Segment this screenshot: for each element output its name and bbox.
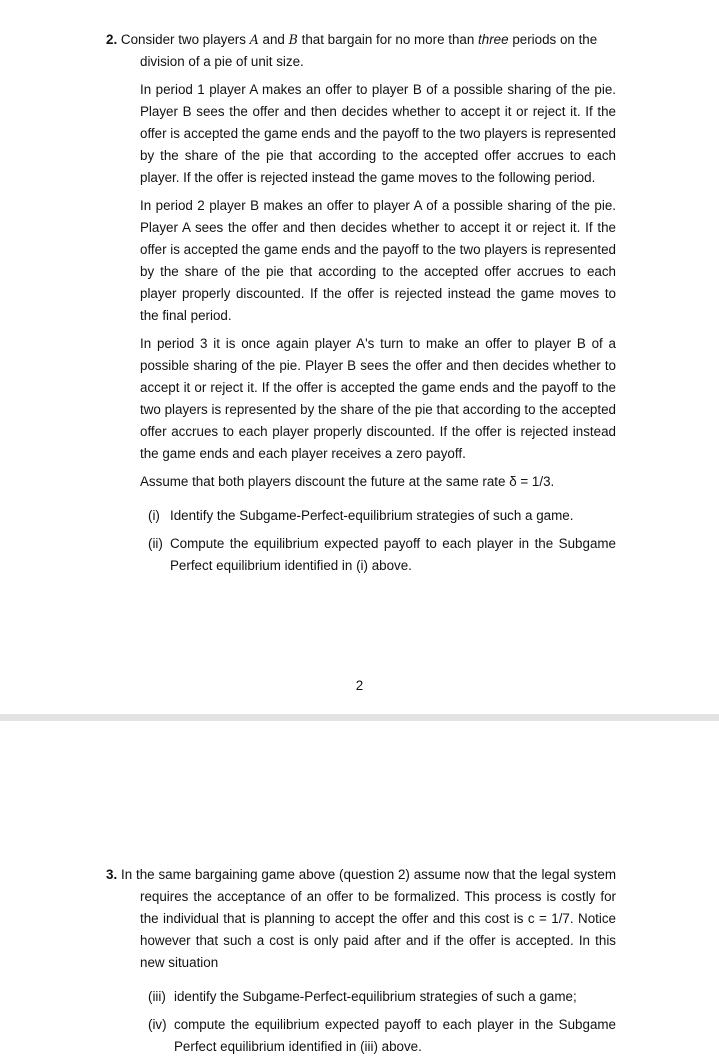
- paragraph-discount: Assume that both players discount the future at the same rate δ = 1/3.: [140, 474, 555, 489]
- list-item: (iii) identify the Subgame-Perfect-equilibrium strategies of such a game;: [148, 989, 577, 1004]
- page-separator: [0, 714, 719, 721]
- paragraph-period-2: In period 2 player B makes an offer to player A of a possible sharing of the pie. Player A sees the offer and then decides whether to accept it or reject it. If the offer is accepted the game ends and the payoff to the two players is represented by the share of the pie that according to the accepted offer accrues to each player properly discounted. If the offer is rejected instead the game moves to the final period.: [140, 198, 616, 323]
- question-2: [106, 29, 616, 583]
- list-item: (ii) Compute the equilibrium expected payoff to each player in the Subgame Perfect equilibrium identified in (i) above.: [148, 536, 616, 573]
- question-2-intro: 2. Consider two players A and B that bargain for no more than three periods on the division of a pie of unit size.: [106, 32, 598, 69]
- paragraph-period-3: In period 3 it is once again player A's turn to make an offer to player B of a possible sharing of the pie. Player B sees the offer and then decides whether to accept it or reject it. If the offer is accepted the game ends and the payoff to the two players is represented by the share of the pie that according to the accepted offer accrues to each player properly discounted. If the offer is rejected instead the game ends and each player receives a zero payoff.: [140, 336, 616, 461]
- paragraph-period-1: In period 1 player A makes an offer to player B of a possible sharing of the pie. Player B sees the offer and then decides whether to accept it or reject it. If the offer is accepted the game ends and the payoff to the two players is represented by the share of the pie that according to the accepted offer accrues to each player. If the offer is rejected instead the game moves to the following period.: [140, 82, 616, 185]
- question-3-items: [106, 986, 616, 1058]
- question-number: 2.: [106, 32, 118, 47]
- page-2: [0, 721, 719, 1055]
- list-item: (iv) compute the equilibrium expected payoff to each player in the Subgame Perfect equilibrium identified in (iii) above.: [148, 1017, 616, 1054]
- question-3: [106, 864, 616, 1064]
- list-item: (i) Identify the Subgame-Perfect-equilibrium strategies of such a game.: [148, 508, 574, 523]
- question-3-text: 3. In the same bargaining game above (question 2) assume now that the legal system requires the acceptance of an offer to be formalized. This process is costly for the individual that is planning to accept the offer and this cost is c = 1/7. Notice however that such a cost is only paid after and if the offer is accepted. In this new situation: [106, 867, 616, 970]
- question-number: 3.: [106, 867, 118, 882]
- page-number: 2: [355, 678, 364, 693]
- question-2-items: [106, 505, 616, 577]
